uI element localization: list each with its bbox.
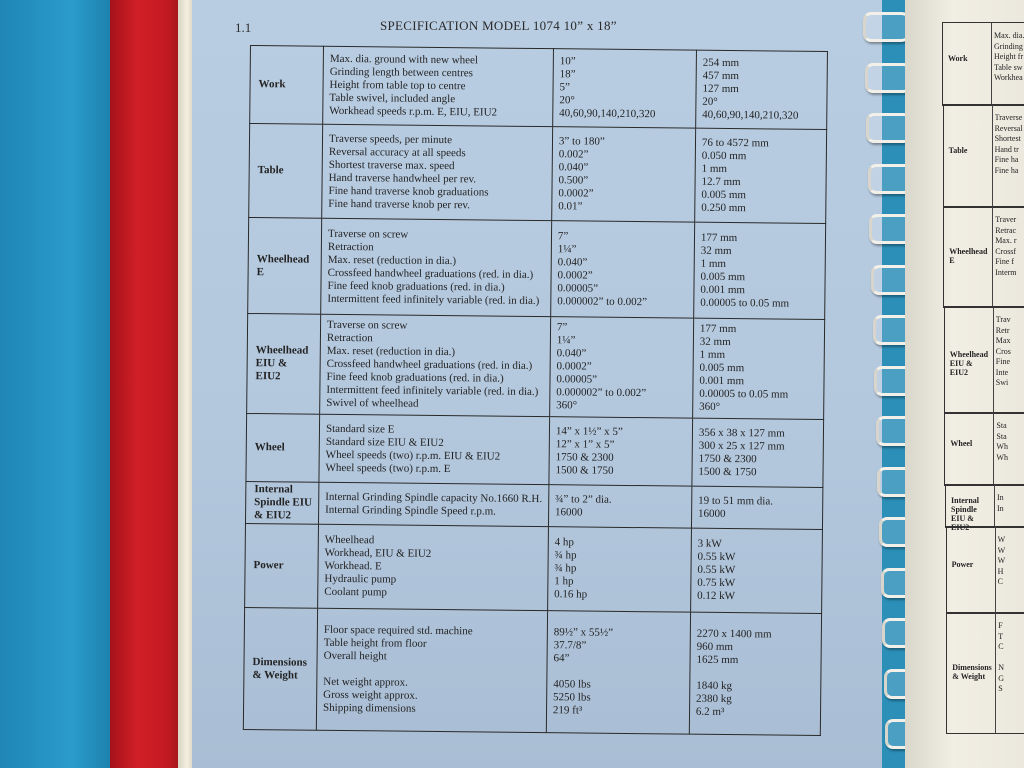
spec-line: 40,60,90,140,210,320	[702, 108, 799, 122]
page-title: SPECIFICATION MODEL 1074 10” x 18”	[380, 18, 617, 33]
spec-line: Max. dia. ground with new wheel	[329, 52, 479, 67]
spec-metric-cell	[694, 222, 826, 319]
spec-line: 64”	[553, 652, 570, 665]
right-page-text: In	[997, 493, 1004, 502]
spec-line: Workhead, EIU & EIU2	[324, 546, 432, 560]
spec-line: ¾” to 2” dia.	[555, 492, 612, 506]
right-page-group-label: Wheelhead EIU & EIU2	[949, 350, 989, 377]
spec-line: 0.01”	[558, 199, 583, 212]
spec-line: 1500 & 1750	[698, 465, 757, 478]
spec-line: Crossfeed handwheel graduations (red. in dia.)	[327, 266, 534, 281]
spec-line: 4 hp	[554, 536, 575, 549]
spec-line: 177 mm	[700, 231, 738, 244]
spec-line: 0.001 mm	[699, 374, 745, 388]
spec-row	[248, 217, 826, 319]
spec-line: 0.00005 to 0.05 mm	[700, 296, 790, 310]
right-page-text: Traver	[995, 215, 1017, 224]
spec-line: 0.005 mm	[701, 188, 747, 201]
spec-description-cell	[316, 608, 547, 732]
spec-line: 32 mm	[700, 244, 732, 257]
right-page-group-label: Wheel	[950, 439, 973, 448]
spec-line: 0.0002”	[556, 360, 592, 373]
spec-line: 360°	[556, 399, 578, 412]
spec-line: Standard size EIU & EIU2	[325, 435, 444, 449]
spec-line: 0.040”	[557, 255, 588, 269]
spec-line: Internal Grinding Spindle Speed r.p.m.	[325, 503, 496, 518]
spec-line: 5250 lbs	[553, 691, 591, 704]
right-page-divider	[995, 527, 996, 613]
spec-line: Table swivel, included angle	[329, 91, 456, 106]
right-page-group-label: Table	[948, 146, 968, 155]
spec-line: Fine hand traverse knob graduations	[328, 184, 489, 199]
spec-line: Fine hand traverse knob per rev.	[328, 197, 471, 211]
spec-line: 1 mm	[700, 257, 727, 270]
spec-imperial-cell	[552, 127, 696, 222]
spec-metric-cell	[695, 128, 827, 223]
right-page-text: G	[998, 673, 1004, 683]
spec-line: 89½” x 55½”	[553, 626, 614, 639]
spec-line: Fine feed knob graduations (red. in dia.)	[326, 370, 504, 385]
spec-line: 40,60,90,140,210,320	[559, 107, 656, 121]
spec-line: 16000	[554, 505, 583, 519]
right-page-text: C	[998, 642, 1004, 651]
spec-line: 0.00005”	[556, 373, 598, 386]
spec-description-cell	[320, 314, 551, 416]
spec-line: Internal Grinding Spindle capacity No.1660 R.H.	[325, 490, 543, 505]
right-page-divider	[995, 613, 996, 733]
spec-imperial-cell	[553, 49, 697, 128]
right-page-divider	[992, 105, 993, 207]
right-page-text: Sta	[996, 421, 1007, 430]
spec-line: Shortest traverse max. speed	[328, 158, 455, 172]
spec-line: 0.001 mm	[700, 283, 746, 296]
spec-description-cell	[322, 124, 553, 220]
spec-line: 254 mm	[702, 56, 740, 70]
right-page-divider	[993, 307, 994, 413]
spec-line: Traverse on screw	[327, 227, 409, 241]
spec-line: 20°	[702, 95, 718, 108]
spec-line: Floor space required std. machine	[323, 623, 473, 638]
right-page-text: F	[998, 621, 1003, 630]
spec-metric-cell	[693, 318, 825, 419]
spec-line: 0.040”	[556, 347, 587, 360]
right-page-group-label: Wheelhead E	[949, 247, 988, 265]
spec-line: Workhead speeds r.p.m. E, EIU, EIU2	[329, 104, 498, 119]
spec-line: 3” to 180”	[558, 134, 605, 148]
spec-line: 0.002”	[558, 147, 589, 161]
spec-line: 7”	[557, 229, 569, 242]
spec-line: 1500 & 1750	[555, 463, 614, 477]
spec-group-label: Wheelhead EIU & EIU2	[247, 313, 321, 414]
right-page-text: Sta	[996, 431, 1007, 441]
specification-table	[243, 45, 828, 736]
spec-line: Net weight approx.	[323, 675, 409, 689]
spec-line: Intermittent feed infinitely variable (red. in dia.)	[326, 383, 539, 399]
right-page-row	[945, 484, 1024, 532]
spec-row	[247, 313, 825, 419]
spec-line: 14” x 1½” x 5”	[555, 424, 623, 438]
spec-line: 12” x 1” x 5”	[555, 437, 615, 451]
right-page-divider	[993, 413, 994, 485]
spec-line: 0.75 kW	[697, 576, 736, 590]
right-page-text: Height fr	[994, 52, 1024, 61]
spec-description-cell	[318, 524, 549, 610]
spec-line: 0.00005 to 0.05 mm	[699, 387, 789, 401]
spec-line: 219 ft³	[552, 704, 583, 717]
spec-line: 20°	[559, 94, 575, 107]
spec-line: 0.55 kW	[697, 563, 736, 577]
spec-line: Shipping dimensions	[323, 701, 416, 715]
spec-line: 2270 x 1400 mm	[696, 627, 772, 641]
spec-line: Fine feed knob graduations (red. in dia.)	[327, 279, 505, 294]
spec-line: 0.040”	[558, 160, 589, 174]
spec-line: 300 x 25 x 127 mm	[698, 439, 785, 453]
right-page-text: H	[997, 566, 1004, 576]
right-page-text: W	[997, 535, 1006, 544]
spec-line: 0.00005”	[557, 281, 599, 295]
right-page-row	[946, 612, 1024, 734]
spec-line: 1 hp	[554, 575, 574, 588]
spec-line: Overall height	[323, 649, 387, 663]
right-page-text: W	[997, 556, 1006, 565]
spec-metric-cell	[691, 486, 822, 529]
spec-metric-cell	[696, 50, 828, 129]
spec-line: 10”	[559, 55, 576, 68]
spec-line: 19 to 51 mm dia.	[698, 494, 774, 508]
spec-line: Retraction	[327, 240, 374, 253]
right-page	[905, 0, 1024, 768]
spec-line: 16000	[697, 507, 726, 520]
spec-line: 1840 kg	[696, 679, 733, 693]
spec-line: 1750 & 2300	[698, 452, 757, 465]
spec-line: Traverse speeds, per minute	[328, 132, 453, 146]
right-page-text: Crossf	[995, 246, 1017, 256]
right-page-group-label: Work	[948, 54, 968, 63]
spec-line: Hydraulic pump	[324, 572, 397, 586]
spec-line: Workhead. E	[324, 559, 382, 573]
right-page-text: S	[998, 684, 1003, 693]
spec-imperial-cell	[549, 417, 693, 486]
spec-row	[246, 413, 824, 487]
spec-line: 1¼”	[556, 334, 576, 347]
spec-line: Grinding length between centres	[329, 65, 474, 80]
spec-metric-cell	[692, 418, 824, 487]
right-page-text: Table sw	[994, 62, 1023, 72]
right-page-text: Swi	[995, 378, 1009, 387]
spec-line: Intermittent feed infinitely variable (red. in dia.)	[327, 292, 540, 307]
right-page-text: Grinding	[994, 41, 1023, 51]
spec-row	[245, 523, 823, 613]
spec-description-cell	[323, 46, 554, 126]
spec-line: Max. reset (reduction in dia.)	[327, 253, 457, 267]
page-number: 1.1	[235, 20, 252, 35]
spec-row	[245, 481, 822, 529]
right-page-text: C	[997, 577, 1003, 586]
right-page-text: Reversal	[994, 123, 1023, 133]
spec-line: Reversal accuracy at all speeds	[328, 145, 466, 159]
spec-line: 356 x 38 x 127 mm	[698, 426, 785, 440]
spec-line: 12.7 mm	[701, 175, 741, 188]
right-page-text: Max. r	[995, 236, 1017, 245]
spec-group-label: Table	[249, 124, 323, 219]
spec-description-cell	[318, 482, 548, 526]
spec-line: 0.005 mm	[699, 361, 745, 375]
spec-line: 32 mm	[699, 335, 731, 349]
spec-imperial-cell	[551, 221, 695, 318]
right-page-row	[943, 104, 1024, 208]
spec-line: Traverse on screw	[327, 318, 408, 332]
spec-imperial-cell	[546, 611, 690, 734]
right-page-text: Cros	[995, 346, 1011, 356]
right-page-group-label: Internal Spindle EIU & EIU2	[951, 496, 979, 532]
spec-group-label: Dimensions & Weight	[243, 607, 317, 730]
right-page-text: W	[997, 545, 1006, 555]
spec-line: 6.2 m³	[695, 705, 725, 719]
right-page-text: Shortest	[994, 134, 1021, 143]
right-page-text: Max. dia.	[994, 31, 1024, 40]
spec-line: 0.500”	[558, 173, 589, 187]
right-page-text: Max	[995, 336, 1011, 345]
spec-line: 1625 mm	[696, 653, 739, 667]
spec-line: Hand traverse handwheel per rev.	[328, 171, 477, 185]
spec-line: 0.050 mm	[701, 149, 747, 162]
spec-line: 0.000002” to 0.002”	[556, 386, 647, 400]
spec-line: 127 mm	[702, 82, 739, 96]
spec-line: Wheel speeds (two) r.p.m. EIU & EIU2	[325, 448, 501, 463]
right-page-row	[944, 306, 1024, 414]
spec-line: Standard size E	[325, 422, 395, 436]
spec-line: 0.005 mm	[700, 270, 746, 283]
spec-line: 360°	[699, 400, 721, 413]
right-page-text: Retrac	[995, 225, 1017, 235]
right-page-text: T	[998, 631, 1004, 641]
right-page-text: Inte	[995, 367, 1009, 377]
spec-line: 960 mm	[696, 640, 734, 654]
spec-group-label: Power	[245, 523, 319, 608]
spec-line: ¾ hp	[554, 549, 577, 562]
right-page-text: Fine	[995, 357, 1011, 366]
right-page-text: Traverse	[994, 113, 1023, 122]
spec-line: 2380 kg	[696, 692, 732, 706]
right-page-row	[942, 22, 1024, 106]
spec-line: 457 mm	[702, 69, 740, 83]
right-page-row	[944, 412, 1024, 486]
spec-description-cell	[321, 218, 552, 316]
spec-line: 0.55 kW	[697, 550, 736, 564]
right-page-text: Interm	[995, 267, 1017, 277]
spec-description-cell	[319, 414, 550, 484]
spec-group-label: Internal Spindle EIU & EIU2	[245, 481, 318, 524]
right-page-text: Retr	[995, 325, 1010, 335]
spec-line: Height from table top to centre	[329, 78, 466, 93]
spec-line: 0.0002”	[557, 268, 593, 282]
spec-imperial-cell	[550, 317, 694, 418]
spec-group-label: Wheelhead E	[248, 217, 322, 314]
spec-line: 1 mm	[701, 162, 728, 175]
right-page-group-label: Power	[951, 560, 974, 569]
right-page-divider	[991, 23, 992, 105]
spec-line: 1750 & 2300	[555, 450, 614, 464]
spec-group-label: Work	[250, 46, 324, 125]
spec-imperial-cell	[548, 485, 691, 528]
right-page-group-label: Dimensions & Weight	[952, 663, 992, 681]
spec-line: 177 mm	[699, 322, 737, 336]
right-page-text: Fine f	[995, 257, 1015, 266]
spec-line: 3 kW	[697, 537, 722, 550]
spec-line: 7”	[556, 321, 568, 334]
spec-row	[250, 46, 828, 130]
spec-line: 76 to 4572 mm	[701, 136, 769, 149]
right-page-text: Fine ha	[994, 165, 1019, 175]
spec-line: ¾ hp	[554, 562, 577, 575]
spec-line: 0.16 hp	[554, 588, 588, 601]
spec-line: Max. reset (reduction in dia.)	[326, 344, 456, 359]
right-page-text: Trav	[995, 315, 1011, 324]
right-page-text: Workhea	[994, 73, 1023, 82]
spec-line: Retraction	[326, 331, 373, 345]
spec-line: 0.000002” to 0.002”	[557, 294, 648, 308]
spec-line: 1 mm	[699, 348, 726, 361]
spec-metric-cell	[690, 528, 822, 613]
spec-line: 0.12 kW	[697, 589, 736, 603]
spec-row	[243, 607, 821, 735]
spec-line: Gross weight approx.	[323, 688, 418, 702]
spec-line: 18”	[559, 68, 576, 81]
spec-line: 1¼”	[557, 242, 577, 255]
right-page-text: Fine ha	[994, 155, 1019, 164]
spec-row	[249, 124, 827, 224]
spec-group-label: Wheel	[246, 413, 320, 482]
right-page-row	[946, 526, 1024, 614]
spec-line: 0.250 mm	[701, 201, 746, 214]
right-page-text: Wh	[996, 452, 1008, 462]
right-page-text: In	[997, 503, 1004, 513]
spec-line: 0.0002”	[558, 186, 594, 200]
spec-line: 4050 lbs	[553, 678, 591, 691]
spec-line: Wheelhead	[324, 533, 375, 547]
blue-background	[0, 0, 120, 768]
spec-metric-cell	[689, 612, 821, 735]
spec-imperial-cell	[547, 527, 691, 612]
right-page-row	[943, 206, 1024, 308]
spec-line: Swivel of wheelhead	[326, 396, 419, 410]
spec-line: 5”	[559, 81, 570, 94]
spec-line: Crossfeed handwheel graduations (red. in dia.)	[326, 357, 533, 372]
right-page-divider	[992, 207, 993, 307]
spec-line: 37.7/8”	[553, 639, 587, 652]
right-page-text: N	[998, 663, 1004, 672]
spec-line: Wheel speeds (two) r.p.m. E	[325, 461, 451, 475]
right-page-text: Wh	[996, 442, 1008, 451]
right-page-text: Hand tr	[994, 144, 1019, 154]
spec-line: Table height from floor	[323, 636, 427, 650]
right-page-divider	[994, 485, 995, 527]
spec-line: Coolant pump	[324, 585, 387, 599]
